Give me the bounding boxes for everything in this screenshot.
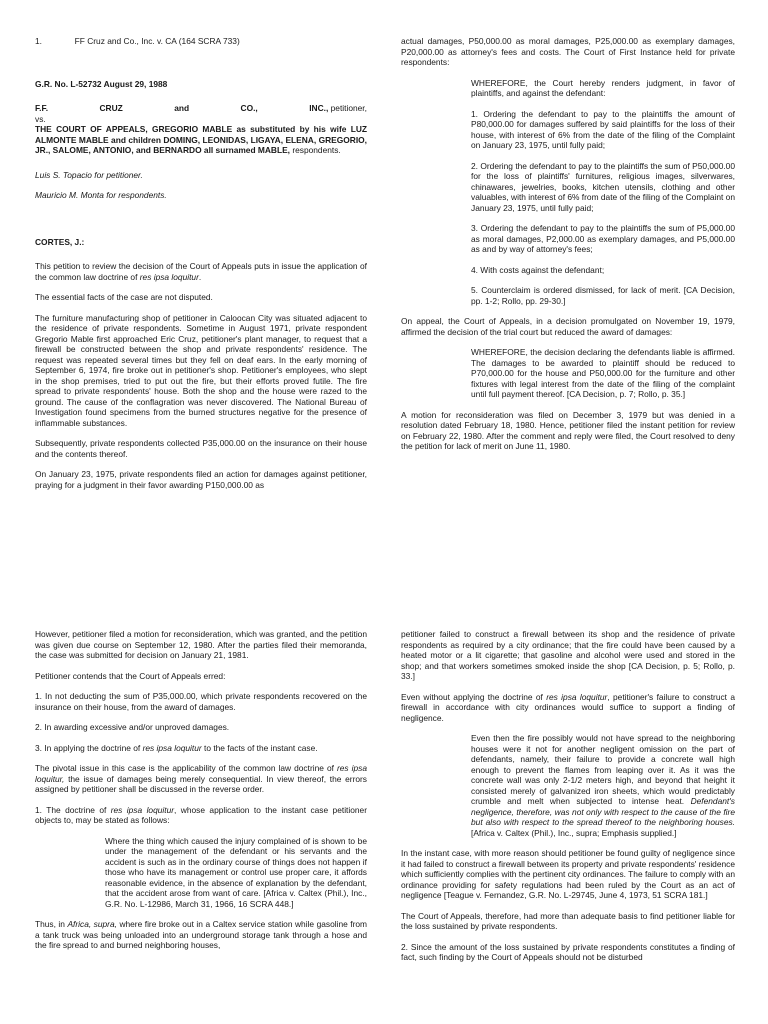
block-quote: 4. With costs against the defendant; [471,264,605,275]
right-column-top [401,36,735,462]
block-quote: 2. Ordering the defendant to pay to the plaintiffs the sum of P50,000.00 for the loss of plaintiffs' furnitures, religious images, silverwares, chinawares, jewelries, books, kitchen utensils, clothing and other valuables, with interest of 6% from date of the filing of the Complaint on January 23, 1975, until fully paid; [471,160,735,213]
gr-number: G.R. No. L-52732 August 29, 1988 [35,78,168,89]
party-word: INC., [309,103,329,113]
paragraph: On January 23, 1975, private respondents filed an action for damages against petitioner, praying for a judgment in their favor awarding P150,000.00 as [35,469,367,490]
party-word: CRUZ [99,103,123,113]
paragraph: petitioner failed to construct a firewall between its shop and the residence of private respondents as required by a city ordinance; that the fire could have been caused by a heated motor or a lit cigarette; that gasoline and alcohol were used and stored in the shop; and that workers sometimes smoked inside the shop [CA Decision, p. 5; Rollo, p. 33.] [401,629,735,681]
counsel-respondents: Mauricio M. Monta for respondents. [35,190,167,200]
paragraph: The pivotal issue in this case is the applicability of the common law doctrine of res ipsa loquitur, the issue of damages being merely consequential. In view thereof, the errors assigned by petitioner shall be discussed in the reverse order. [35,763,367,794]
paragraph: This petition to review the decision of the Court of Appeals puts in issue the application of the common law doctrine of res ipsa loquitur. [35,261,367,282]
block-quote: Even then the fire possibly would not have spread to the neighboring houses were it not for another negligent omission on the part of defendants, namely, their failure to provide a concrete wall high enough to prevent the flames from leaping over it. As it was the concrete wall was only 2-1/2 meters high, and beyond that height it consisted merely of galvanized iron sheets, which would predictably crumble and melt when subjected to intense heat. Defendant's negligence, therefore, was not only with respect to the cause of the fire but also with respect to the spread thereof to the neighboring houses.[Africa v. Caltex (Phil.), Inc., supra; Emphasis supplied.] [471,733,735,838]
block-quote: WHEREFORE, the Court hereby renders judgment, in favor of plaintiffs, and against the defendant: [471,77,735,98]
right-column-bottom [401,629,735,973]
paragraph: 2. Since the amount of the loss sustained by private respondents constitutes a finding of fact, such finding by the Court of Appeals should not be disturbed [401,941,735,962]
respondents-names: THE COURT OF APPEALS, GREGORIO MABLE as substituted by his wife LUZ ALMONTE MABLE and children DOMING, LEONIDAS, LIGAYA, ELENA, GREGORIO, JR., SALOME, ANTONIO, and BERNARDO all surnamed MABLE, [35,124,367,155]
case-short-title: FF Cruz and Co., Inc. v. CA (164 SCRA 733) [74,36,240,46]
paragraph: On appeal, the Court of Appeals, in a decision promulgated on November 19, 1979, affirmed the decision of the trial court but reduced the award of damages: [401,316,735,337]
left-column-bottom [35,629,367,961]
respondents-block [35,124,367,156]
paragraph: Even without applying the doctrine of res ipsa loquitur, petitioner's failure to construct a firewall in accordance with city ordinances would suffice to support a finding of negligence. [401,691,735,723]
block-quote: 3. Ordering the defendant to pay to the plaintiffs the sum of P5,000.00 as moral damages, P2,000.00 as exemplary damages, and P5,000.00 as and by way of attorney's fees; [471,223,735,254]
left-column-top [35,36,367,500]
block-quote: 1. Ordering the defendant to pay to the plaintiffs the amount of P80,000.00 for damages suffered by said plaintiffs for the loss of their house, with interest of 6% from the date of the filing of the Complaint on January 23, 1975, until fully paid; [471,108,735,150]
counsel-petitioner: Luis S. Topacio for petitioner. [35,169,143,180]
block-quote: WHEREFORE, the decision declaring the defendants liable is affirmed. The damages to be awarded to plaintiff should be reduced to P70,000.00 for the house and P50,000.00 for the furniture and other fixtures with legal interest from the date of the filing of the complaint until full payment thereof. [CA Decision, p. 7; Rollo, p. 35.] [471,347,735,399]
paragraph: A motion for reconsideration was filed on December 3, 1979 but was denied in a resolution dated February 18, 1980. Hence, petitioner filed the instant petition for review on February 22, 1980. After the comment and reply were filed, the Court resolved to deny the petition for lack of merit on June 11, 1980. [401,409,735,451]
ponente: CORTES, J.: [35,236,85,247]
paragraph: Petitioner contends that the Court of Appeals erred: [35,670,226,681]
paragraph: 2. In awarding excessive and/or unproved damages. [35,722,230,732]
respondents-role: respondents. [290,145,341,155]
petitioner-line [35,103,367,114]
paragraph: In the instant case, with more reason should petitioner be found guilty of negligence since it had failed to construct a firewall between its property and private respondents' residence which sufficiently complies with the pertinent city ordinances. The failure to comply with an ordinance providing for safety regulations had been ruled by the Court as an act of negligence [Teague v. Fernandez, G.R. No. L-29745, June 4, 1973, 51 SCRA 181.] [401,848,735,900]
paragraph: 3. In applying the doctrine of res ipsa loquitur to the facts of the instant case. [35,742,318,753]
party-word: F.F. [35,103,49,113]
party-word: and [174,103,190,113]
paragraph: Subsequently, private respondents collected P35,000.00 on the insurance on their house and the contents thereof. [35,438,367,459]
paragraph: Thus, in Africa, supra, where fire broke out in a Caltex service station while gasoline from a tank truck was being unloaded into an underground storage tank through a hose and the fire spread to and burned neighboring houses, [35,919,368,950]
paragraph: The furniture manufacturing shop of petitioner in Caloocan City was situated adjacent to the residence of private respondents. Sometime in August 1971, private respondent Gregorio Mable first approached Eric Cruz, petitioner's plant manager, to request that a firewall be constructed between the shop and private respondents' residence. The request was repeated several times but they fell on deaf ears. In the early morning of September 6, 1974, fire broke out in petitioner's shop. Petitioner's employees, who slept in the shop premises, tried to put out the fire, but their efforts proved futile. The fire spread to private respondents' house. Both the shop and the house were razed to the ground. The cause of the conflagration was never discovered. The National Bureau of Investigation found specimens from the burned structures negative for the presence of inflammable substances. [35,312,367,428]
paragraph: However, petitioner filed a motion for reconsideration, which was granted, and the petition was given due course on September 12, 1980. After the parties filed their memoranda, the case was submitted for decision on January 21, 1981. [35,629,367,660]
paragraph: The Court of Appeals, therefore, had more than adequate basis to find petitioner liable for the loss sustained by private respondents. [401,910,735,931]
case-heading-line [35,36,367,47]
versus: vs. [35,113,46,124]
paragraph: 1. In not deducting the sum of P35,000.00, which private respondents recovered on the insurance on their house, from the award of damages. [35,691,367,712]
paragraph: actual damages, P50,000.00 as moral damages, P25,000.00 as exemplary damages, P20,000.00 as attorney's fees and costs. The Court of First Instance held for private respondents: [401,36,735,67]
party-word: CO., [240,103,258,113]
petitioner-role: petitioner, [330,103,367,113]
page-break [0,590,768,591]
block-quote: Where the thing which caused the injury complained of is shown to be under the management of the defendant or his servants and the accident is such as in the ordinary course of things does not happen if those who have its management or control use proper care, it affords reasonable evidence, in the absence of explanation by the defendant, that the accident arose from want of care. [Africa v. Caltex (Phil.), Inc., G.R. No. L-12986, March 31, 1966, 16 SCRA 448.] [105,835,367,909]
item-number: 1. [35,36,42,46]
paragraph: The essential facts of the case are not disputed. [35,292,213,302]
paragraph: 1. The doctrine of res ipsa loquitur, whose application to the instant case petitioner objects to, may be stated as follows: [35,804,368,825]
block-quote: 5. Counterclaim is ordered dismissed, for lack of merit. [CA Decision, pp. 1-2; Rollo, pp. 29-30.] [471,285,735,306]
